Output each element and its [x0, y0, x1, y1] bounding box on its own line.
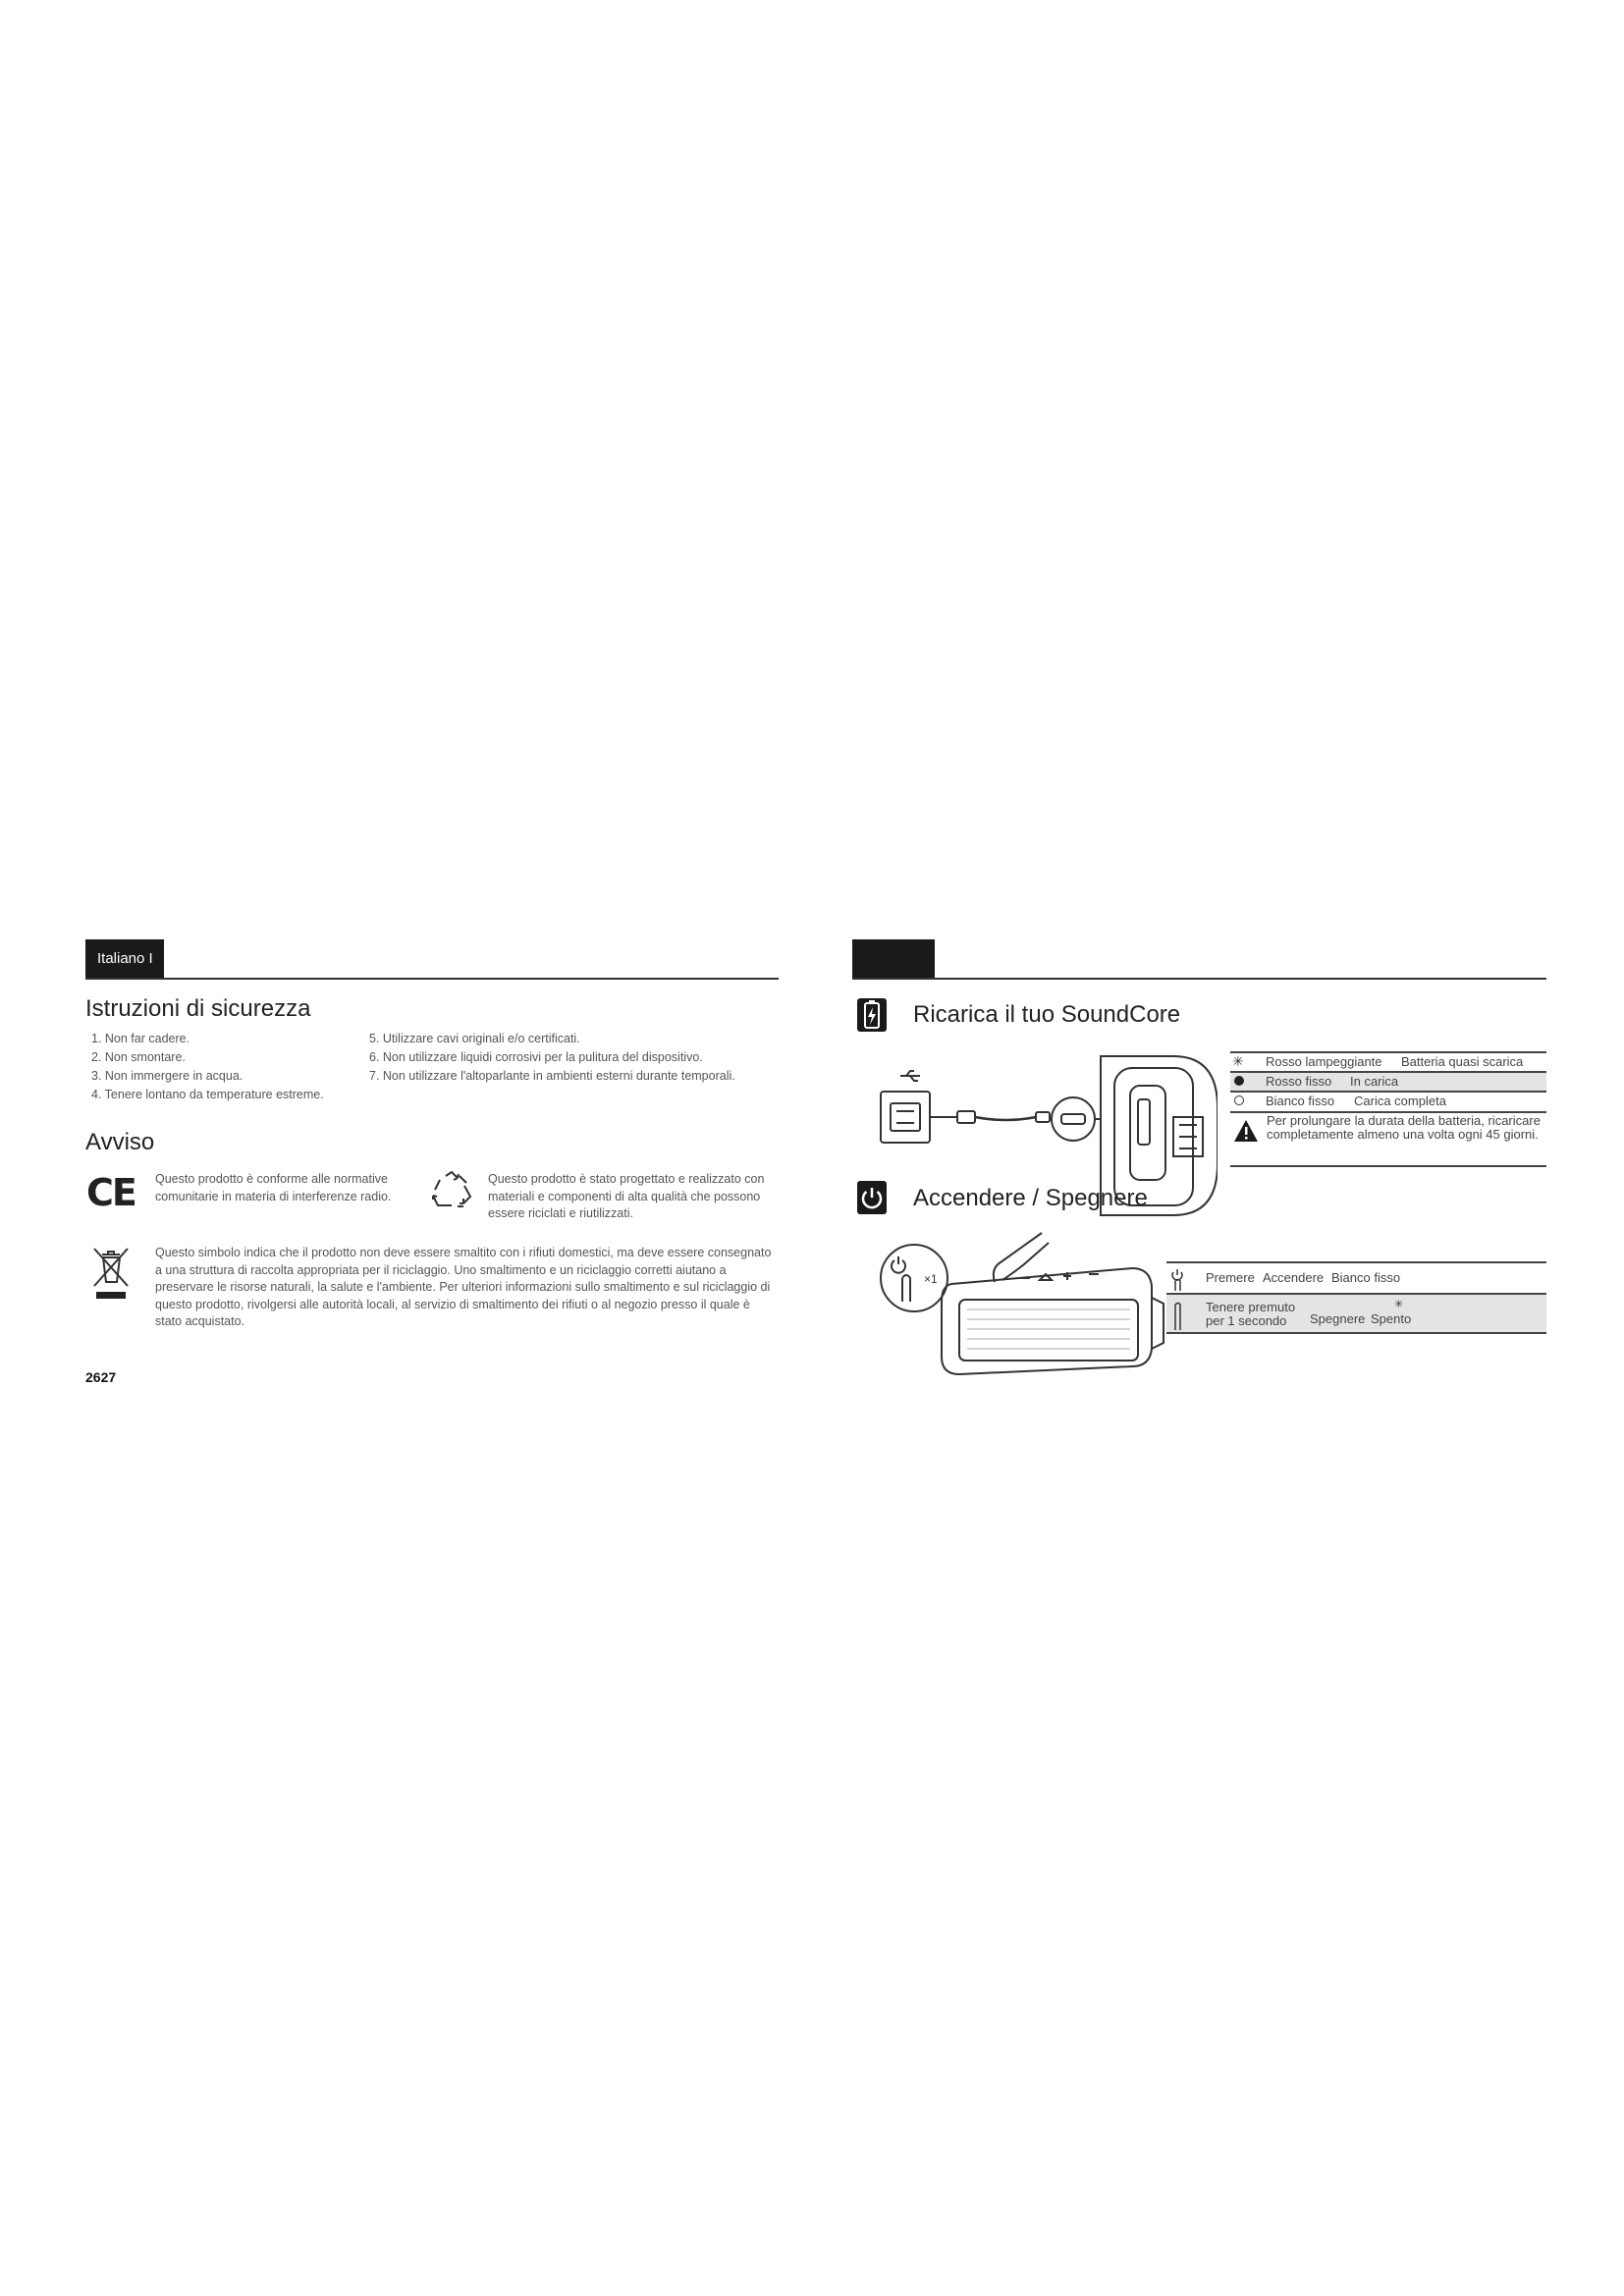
- led-row-1: [1230, 1053, 1546, 1071]
- crossed-bin-icon: [90, 1245, 132, 1302]
- led-row-3: [1230, 1093, 1546, 1110]
- led-status-1: Rosso lampeggiante: [1266, 1054, 1382, 1069]
- power-led-1: Bianco fisso: [1331, 1270, 1401, 1285]
- safety-item-5: 5. Utilizzare cavi originali e/o certificati.: [369, 1032, 580, 1045]
- table-rule: [1166, 1332, 1546, 1334]
- ce-mark-icon: CE: [86, 1171, 135, 1214]
- led-row-2: [1230, 1073, 1546, 1091]
- ce-text: Questo prodotto è conforme alle normative comunitarie in materia di interferenze radio.: [155, 1172, 392, 1203]
- language-tab-right: [852, 939, 935, 978]
- power-action-1: Premere: [1206, 1270, 1255, 1285]
- led-meaning-1: Batteria quasi scarica: [1401, 1054, 1524, 1069]
- safety-title: Istruzioni di sicurezza: [85, 995, 311, 1022]
- power-led-2: Spento: [1371, 1311, 1412, 1326]
- press-finger-icon: [1168, 1267, 1188, 1291]
- hold-finger-icon: [1168, 1301, 1188, 1330]
- power-result-2: Spegnere: [1310, 1311, 1366, 1326]
- language-tab: Italiano I: [85, 939, 164, 978]
- power-title: Accendere / Spegnere: [913, 1185, 1148, 1211]
- battery-charging-icon: [857, 998, 887, 1032]
- power-action-2: Tenere premuto per 1 secondo: [1206, 1300, 1296, 1328]
- weee-text: Questo simbolo indica che il prodotto non deve essere smaltito con i rifiuti domestici, ma deve essere consegnato a una struttura di raccolta appropriata per il riciclaggio. Uno smaltimento e un riciclaggio corretti aiutano a preservare le risorse naturali, la salute e l'ambiente. Per ulteriori informazioni sullo smaltimento e sul riciclaggio di questo prodotto, rivolgersi alle autorità locali, al servizio di smaltimento dei rifiuti o al negozio presso il quale è stato acquistato.: [155, 1246, 772, 1328]
- safety-item-2: 2. Non smontare.: [91, 1050, 186, 1064]
- safety-item-4: 4. Tenere lontano da temperature estreme.: [91, 1088, 324, 1101]
- power-illustration: [877, 1229, 1216, 1376]
- power-result-1: Accendere: [1263, 1270, 1325, 1285]
- notice-title: Avviso: [85, 1129, 155, 1155]
- empty-led-icon: [1234, 1095, 1244, 1105]
- press-count: ×1: [924, 1272, 938, 1286]
- header-rule-right: [852, 978, 1546, 980]
- header-rule: [85, 978, 779, 980]
- charging-title: Ricarica il tuo SoundCore: [913, 1001, 1181, 1028]
- recycle-text: Questo prodotto è stato progettato e realizzato con materiali e componenti di alta qualità che possono essere riciclati e riutilizzati.: [488, 1172, 765, 1220]
- safety-item-7: 7. Non utilizzare l'altoparlante in ambienti esterni durante temporali.: [369, 1069, 735, 1083]
- blinking-led-icon: ✳: [1232, 1053, 1244, 1069]
- led-status-3: Bianco fisso: [1266, 1094, 1335, 1108]
- power-icon: [857, 1181, 887, 1214]
- battery-warning-text: Per prolungare la durata della batteria, ricaricare completamente almeno una volta ogni 45 giorni.: [1267, 1113, 1541, 1142]
- power-row-1: [1166, 1263, 1546, 1293]
- table-rule: [1230, 1165, 1546, 1167]
- led-meaning-2: In carica: [1350, 1074, 1399, 1089]
- safety-item-6: 6. Non utilizzare liquidi corrosivi per la pulitura del dispositivo.: [369, 1050, 703, 1064]
- warning-icon: [1233, 1119, 1259, 1143]
- recycle-icon: [430, 1170, 473, 1209]
- safety-item-3: 3. Non immergere in acqua.: [91, 1069, 244, 1083]
- led-flash-icon: ✳: [1394, 1299, 1404, 1310]
- led-meaning-3: Carica completa: [1354, 1094, 1446, 1108]
- power-row-2: [1166, 1295, 1546, 1332]
- safety-item-1: 1. Non far cadere.: [91, 1032, 190, 1045]
- solid-led-icon: [1234, 1076, 1244, 1086]
- page-number: 2627: [85, 1369, 117, 1385]
- led-status-2: Rosso fisso: [1266, 1074, 1332, 1089]
